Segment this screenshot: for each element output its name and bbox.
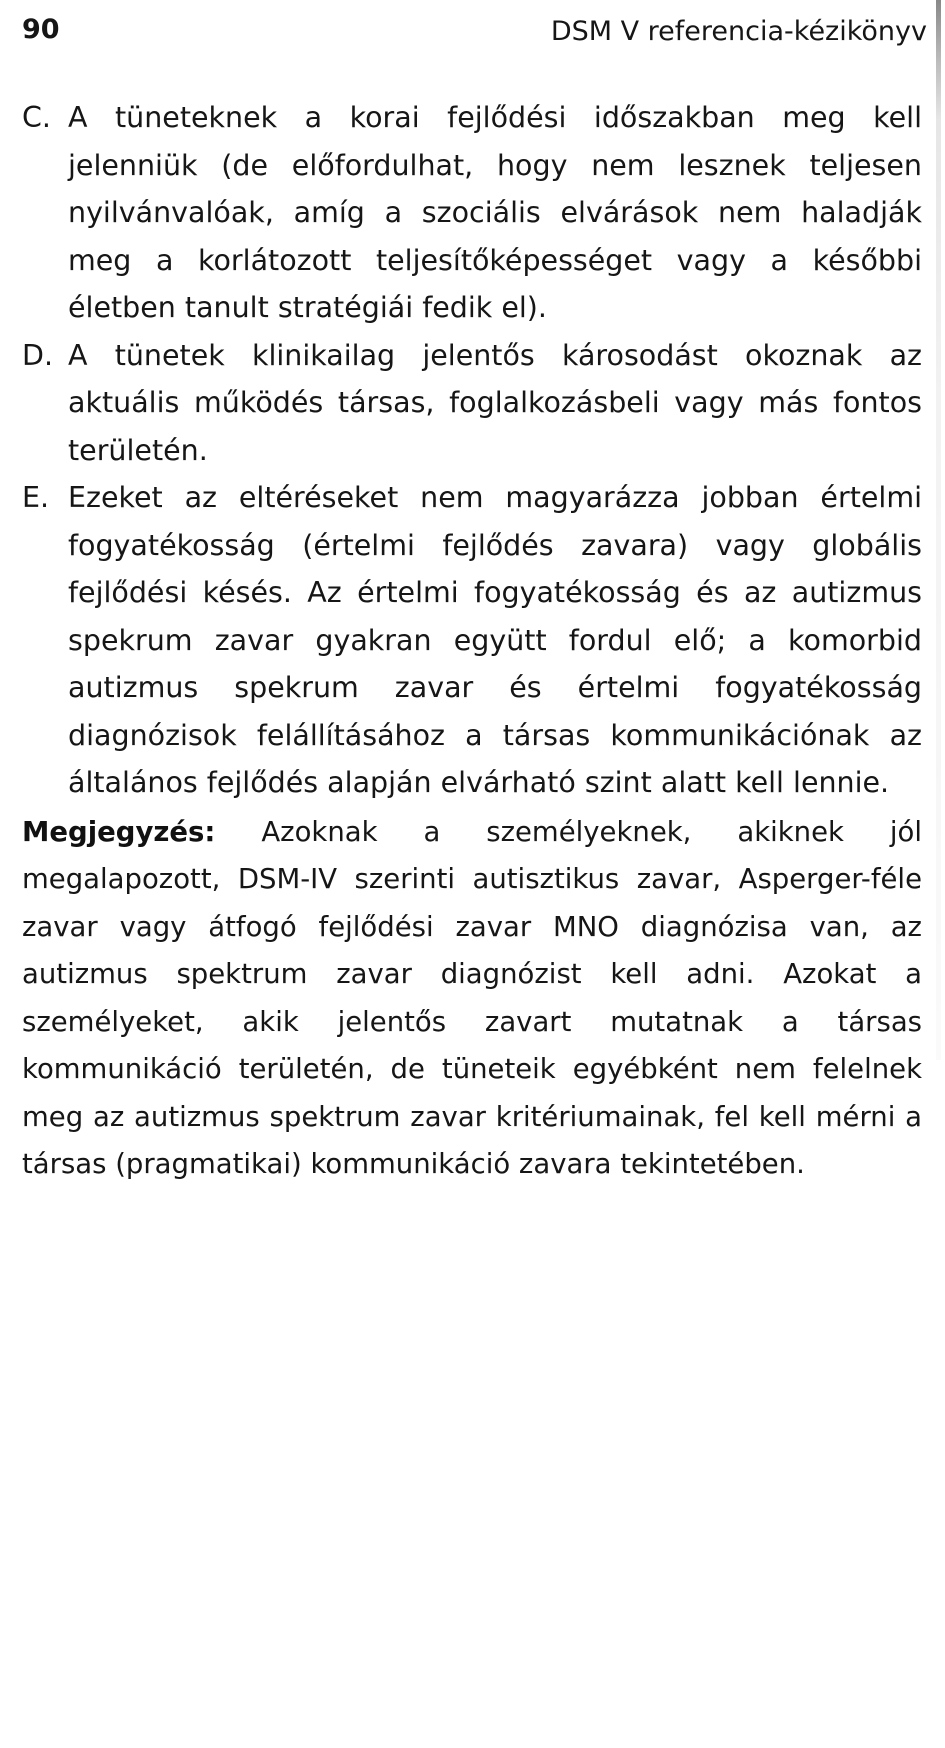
note-paragraph: [22, 809, 922, 1189]
note-text: Azoknak a személyeknek, akiknek jól megalapozott, DSM-IV szerinti autisztikus zavar, Asperger-féle zavar vagy átfogó fejlődési zavar MNO diagnózisa van, az autizmus spektrum zavar diagnózist kell adni. Azokat a személyeket, akik jelentős zavart mutatnak a társas kommunikáció területén, de tüneteik egyébként nem felelnek meg az autizmus spektrum zavar kritériumainak, fel kell mérni a társas (pragmatikai) kommunikáció zavara tekintetében.: [22, 815, 922, 1180]
criterion-text: A tüneteknek a korai fejlődési időszakban meg kell jelenniük (de előfordulhat, hogy nem lesznek teljesen nyilvánvalóak, amíg a szociális elvárások nem haladják meg a korlátozott teljesítőképességet vagy a későbbi életben tanult stratégiái fedik el).: [68, 101, 922, 324]
criterion-text: Ezeket az eltéréseket nem magyarázza jobban értelmi fogyatékosság (értelmi fejlődés zavara) vagy globális fejlődési késés. Az értelmi fogyatékosság és az autizmus spekrum zavar gyakran együtt fordul elő; a komorbid autizmus spekrum zavar és értelmi fogyatékosság diagnózisok felállításához a társas kommunikációnak az általános fejlődés alapján elvárható szint alatt kell lennie.: [68, 481, 922, 799]
page-body: [22, 94, 922, 1189]
running-head: DSM V referencia-kézikönyv: [550, 16, 927, 47]
criterion-c: [22, 94, 922, 332]
criterion-text: A tünetek klinikailag jelentős károsodást okoznak az aktuális működés társas, foglalkozásbeli vagy más fontos területén.: [68, 338, 922, 467]
criterion-label: C.: [22, 101, 51, 134]
criterion-d: [22, 332, 922, 475]
note-label: Megjegyzés:: [22, 815, 216, 848]
criterion-e: [22, 474, 922, 807]
page-edge-shadow: [936, 0, 941, 1060]
criterion-label: D.: [22, 338, 54, 372]
page-number: 90: [22, 14, 60, 45]
criterion-label: E.: [22, 481, 50, 514]
